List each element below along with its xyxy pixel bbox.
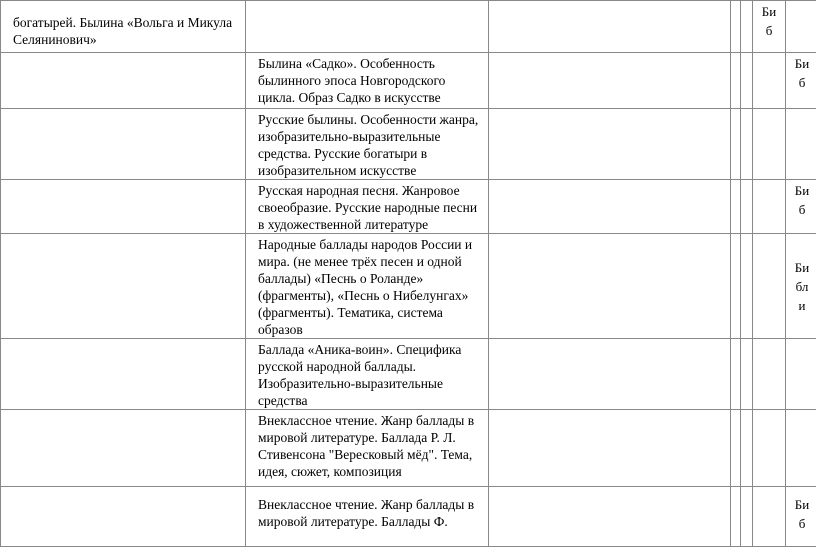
empty-cell (741, 487, 753, 547)
resource-cell (786, 109, 816, 180)
empty-cell (489, 339, 731, 410)
resource-label: Биб (761, 1, 777, 40)
resource-label (761, 180, 777, 181)
resource-cell (753, 109, 786, 180)
empty-cell (741, 53, 753, 109)
empty-cell (731, 53, 741, 109)
empty-cell (741, 234, 753, 339)
empty-cell (731, 180, 741, 234)
empty-cell (489, 487, 731, 547)
empty-cell (741, 180, 753, 234)
resource-label: Библи (794, 234, 810, 315)
lesson-cell: Внеклассное чтение. Жанр баллады в мировой литературе. Баллады Ф. (246, 487, 489, 547)
resource-cell (753, 234, 786, 339)
table-row (1, 487, 816, 547)
resource-cell (786, 234, 816, 339)
resource-label (761, 339, 777, 340)
resource-label (794, 1, 810, 2)
resource-label (794, 109, 810, 110)
topic-cell (1, 234, 246, 339)
empty-cell (741, 1, 753, 53)
topic-cell (1, 53, 246, 109)
empty-cell (489, 1, 731, 53)
resource-label (761, 234, 777, 235)
lesson-cell: Народные баллады народов России и мира. (не менее трёх песен и одной баллады) «Песнь о Роланде» (фрагменты), «Песнь о Нибелунгах» (фрагменты). Тематика, система образов (246, 234, 489, 339)
topic-cell (1, 487, 246, 547)
topic-cell (1, 180, 246, 234)
table-row (1, 1, 816, 53)
empty-cell (489, 109, 731, 180)
resource-label (761, 109, 777, 110)
resource-cell (786, 180, 816, 234)
resource-cell (786, 410, 816, 487)
resource-cell (753, 53, 786, 109)
resource-cell (753, 339, 786, 410)
table-row (1, 410, 816, 487)
topic-cell (1, 109, 246, 180)
resource-label: Биб (794, 487, 810, 533)
table-row (1, 53, 816, 109)
resource-cell (753, 180, 786, 234)
empty-cell (489, 410, 731, 487)
resource-cell (753, 410, 786, 487)
lesson-cell: Русские былины. Особенности жанра, изобразительно-выразительные средства. Русские богатыри в изобразительном искусстве (246, 109, 489, 180)
resource-label (761, 53, 777, 54)
resource-cell (786, 339, 816, 410)
empty-cell (731, 1, 741, 53)
resource-cell (753, 1, 786, 53)
empty-cell (731, 487, 741, 547)
resource-label: Биб (794, 53, 810, 92)
resource-label (761, 487, 777, 488)
empty-cell (731, 410, 741, 487)
empty-cell (731, 339, 741, 410)
lesson-cell: Внеклассное чтение. Жанр баллады в мировой литературе. Баллада Р. Л. Стивенсона "Вересковый мёд". Тема, идея, сюжет, композиция (246, 410, 489, 487)
table-row (1, 109, 816, 180)
table-row (1, 234, 816, 339)
resource-label: Биб (794, 180, 810, 219)
resource-label (794, 410, 810, 411)
empty-cell (489, 53, 731, 109)
topic-cell (1, 410, 246, 487)
empty-cell (741, 109, 753, 180)
lesson-cell: Былина «Садко». Особенность былинного эпоса Новгородского цикла. Образ Садко в искусстве (246, 53, 489, 109)
empty-cell (489, 180, 731, 234)
topic-cell: богатырей. Былина «Вольга и Микула Селянинович» (1, 1, 246, 53)
topic-cell (1, 339, 246, 410)
empty-cell (489, 234, 731, 339)
empty-cell (741, 410, 753, 487)
resource-label (794, 339, 810, 340)
table-row (1, 180, 816, 234)
lesson-cell: Баллада «Аника-воин». Специфика русской народной баллады. Изобразительно-выразительные средства (246, 339, 489, 410)
empty-cell (731, 109, 741, 180)
empty-cell (741, 339, 753, 410)
resource-cell (786, 487, 816, 547)
table-row (1, 339, 816, 410)
resource-cell (786, 1, 816, 53)
empty-cell (731, 234, 741, 339)
resource-cell (753, 487, 786, 547)
resource-cell (786, 53, 816, 109)
lesson-cell: Русская народная песня. Жанровое своеобразие. Русские народные песни в художественной литературе (246, 180, 489, 234)
lesson-cell (246, 1, 489, 53)
resource-label (761, 410, 777, 411)
